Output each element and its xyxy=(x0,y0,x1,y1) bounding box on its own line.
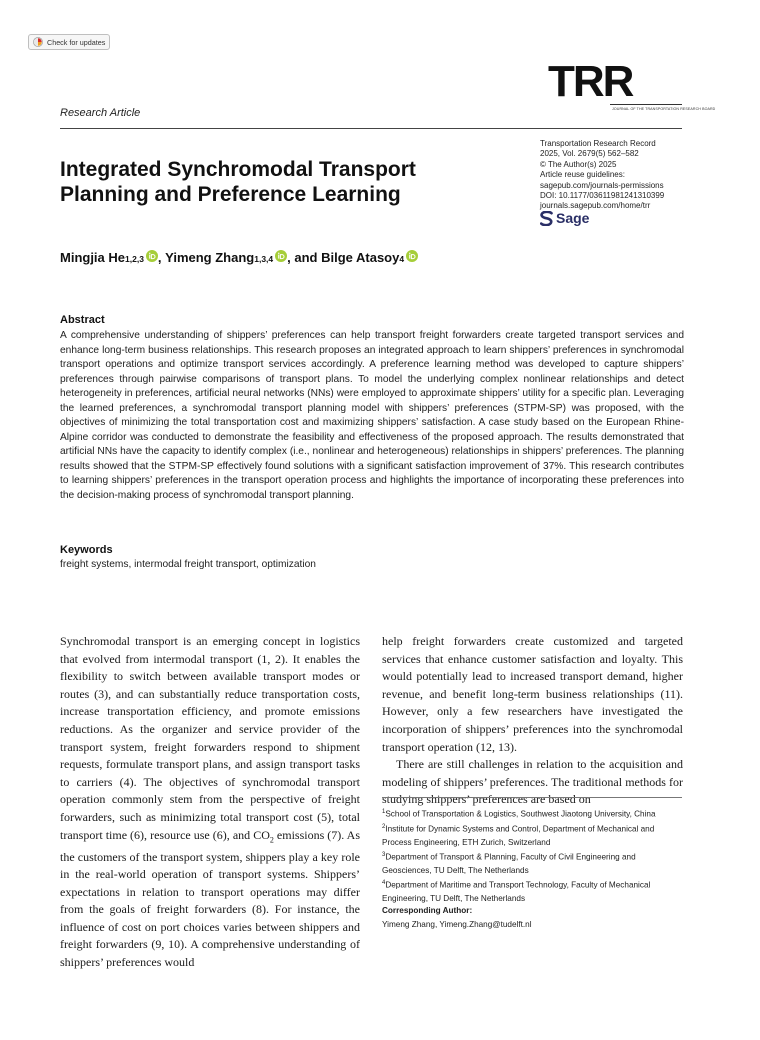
body-paragraph: There are still challenges in relation to the acquisition and modeling of shippers’ preferences. The traditional methods for studying shippers’ preferences are based on xyxy=(382,757,683,807)
permissions-link[interactable]: sagepub.com/journals-permissions xyxy=(540,180,664,190)
journal-logo-rule xyxy=(610,104,682,105)
affiliation-text: Institute for Dynamic Systems and Control, Department of Mechanical and Process Engineering, ETH Zurich, Switzerland xyxy=(382,824,655,847)
author-name: Yimeng Zhang xyxy=(165,250,255,265)
publisher-logo[interactable] xyxy=(540,210,589,226)
affiliation-num: 3 xyxy=(382,852,386,859)
header-rule xyxy=(60,128,682,129)
author-affil-sup: 1,3,4 xyxy=(254,254,274,264)
affiliation-num: 1 xyxy=(382,809,386,815)
article-title: Integrated Synchromodal Transport Planning and Preference Learning xyxy=(60,158,416,206)
journal-logo xyxy=(548,57,716,111)
affiliation-num: 2 xyxy=(382,823,386,830)
author-affil-sup: 1,2,3 xyxy=(125,254,144,264)
body-text: emissions (7). As the customers of the transport system, shippers play a key role in the real-world operation of transport systems. Shippers’ expectations in relation to transport operations may differ from the goals of freight forwarders (8). For instance, the influence of cost on port choices varies between shippers and freight forwarders (9, 10). A comprehensive understanding of shippers’ preferences would xyxy=(60,827,360,970)
journal-logo-tagline: JOURNAL OF THE TRANSPORTATION RESEARCH BOARD xyxy=(612,107,716,111)
affiliation-num: 4 xyxy=(382,880,386,887)
keywords-text: freight systems, intermodal freight transport, optimization xyxy=(60,559,316,570)
journal-info xyxy=(540,139,690,212)
body-column-right xyxy=(382,633,683,809)
journal-volume: 2025, Vol. 2679(5) 562–582 xyxy=(540,149,639,159)
affiliation-item xyxy=(382,821,684,849)
reuse-label: Article reuse guidelines: xyxy=(540,170,625,180)
article-type: Research Article xyxy=(60,107,141,119)
author-separator: , xyxy=(157,250,166,265)
body-paragraph xyxy=(60,633,360,972)
copyright: © The Author(s) 2025 xyxy=(540,159,617,169)
footnote-rule xyxy=(382,797,682,798)
affiliation-text: Department of Maritime and Transport Technology, Faculty of Mechanical Engineering, TU Delft, The Netherlands xyxy=(382,880,651,904)
affiliation-item xyxy=(382,806,684,821)
affiliation-item xyxy=(382,849,684,877)
orcid-icon[interactable] xyxy=(146,250,158,262)
author-name: Bilge Atasoy xyxy=(321,250,400,265)
check-for-updates-label: Check for updates xyxy=(47,37,106,47)
orcid-icon[interactable] xyxy=(406,250,418,262)
publisher-name: Sage xyxy=(556,210,590,226)
corresponding-author-contact[interactable]: Yimeng Zhang, Yimeng.Zhang@tudelft.nl xyxy=(382,920,532,929)
keywords-heading: Keywords xyxy=(60,544,113,556)
affiliation-item xyxy=(382,877,684,905)
author-list xyxy=(60,250,418,265)
body-paragraph: help freight forwarders create customized and targeted services that enhance customer satisfaction and loyalty. This would potentially lead to increased transport demand, higher revenue, and benefit long-term business relationships (11). However, only a few researchers have investigated the incorporation of shippers’ preferences into the synchromodal transport operation (12, 13). xyxy=(382,634,683,754)
sage-icon xyxy=(540,211,553,226)
abstract-text: A comprehensive understanding of shippers’ preferences can help transport freight forwarders create targeted transport services and enhance long-term business relationships. This research proposes an integrated approach to learn shippers’ preferences in synchromodal transport operations and optimize transport services accordingly. A preference learning method was developed to capture shippers’ preferences through pairwise comparisons of transport plans. To model the underlying complex nonlinear relationships and detect heterogeneity in preferences, artificial neural networks (NNs) were employed to approximate shippers’ utility for a specific plan. Leveraging the learned preferences, a synchromodal transport planning model with shippers’ preferences (STPM-SP) was proposed, with the objectives of minimizing the total transportation cost and maximizing shippers’ satisfaction. A case study based on the European Rhine-Alpine corridor was conducted to demonstrate the feasibility and effectiveness of the proposed approach. The results demonstrated that artificial NNs have the capacity to identify complex (i.e., nonlinear and heterogeneous) relationships in shippers’ preferences. The planning results showed that the STPM-SP effectively found solutions with a significant satisfaction improvement of 37%. This research contributes to learning shippers’ preferences in the transport operation process and highlights the importance of incorporating these preferences into the decision-making process of synchromodal transport planning. xyxy=(60,330,684,501)
body-column-left xyxy=(60,633,360,972)
check-for-updates-button[interactable] xyxy=(28,34,110,50)
affiliation-text: School of Transportation & Logistics, Southwest Jiaotong University, China xyxy=(385,809,656,819)
affiliation-text: Department of Transport & Planning, Faculty of Civil Engineering and Geosciences, TU Delft, The Netherlands xyxy=(382,852,636,876)
journal-logo-letters: TRR xyxy=(548,57,633,106)
update-badge-icon xyxy=(33,37,43,47)
orcid-icon[interactable] xyxy=(275,250,287,262)
author-separator: , and xyxy=(287,250,322,265)
doi-link[interactable]: DOI: 10.1177/03611981241310399 xyxy=(540,191,665,201)
body-text: Synchromodal transport is an emerging concept in logistics that evolved from intermodal transport (1, 2). It enables the flexibility to switch between available transport modes or routes (3), and can substantially reduce transportation costs, increase transportation efficiency, and promote emissions reductions. As the organizer and service provider of the transport system, freight forwarders respond to shipment requests, formulate transport plans, and assign transport tasks to carriers (4). The objectives of synchromodal transport operation commonly stem from the perspective of freight forwarders, such as minimizing total transport cost (5), total transport time (6), resource use (6), and CO xyxy=(60,634,360,842)
journal-name: Transportation Research Record xyxy=(540,139,656,148)
co2-subscript: 2 xyxy=(269,834,274,844)
corresponding-author-heading: Corresponding Author: xyxy=(382,906,473,915)
author-name: Mingjia He xyxy=(60,250,126,265)
abstract-heading: Abstract xyxy=(60,314,105,326)
author-affil-sup: 4 xyxy=(399,254,405,264)
journal-home-link[interactable]: journals.sagepub.com/home/trr xyxy=(540,201,651,211)
affiliations xyxy=(382,806,684,905)
